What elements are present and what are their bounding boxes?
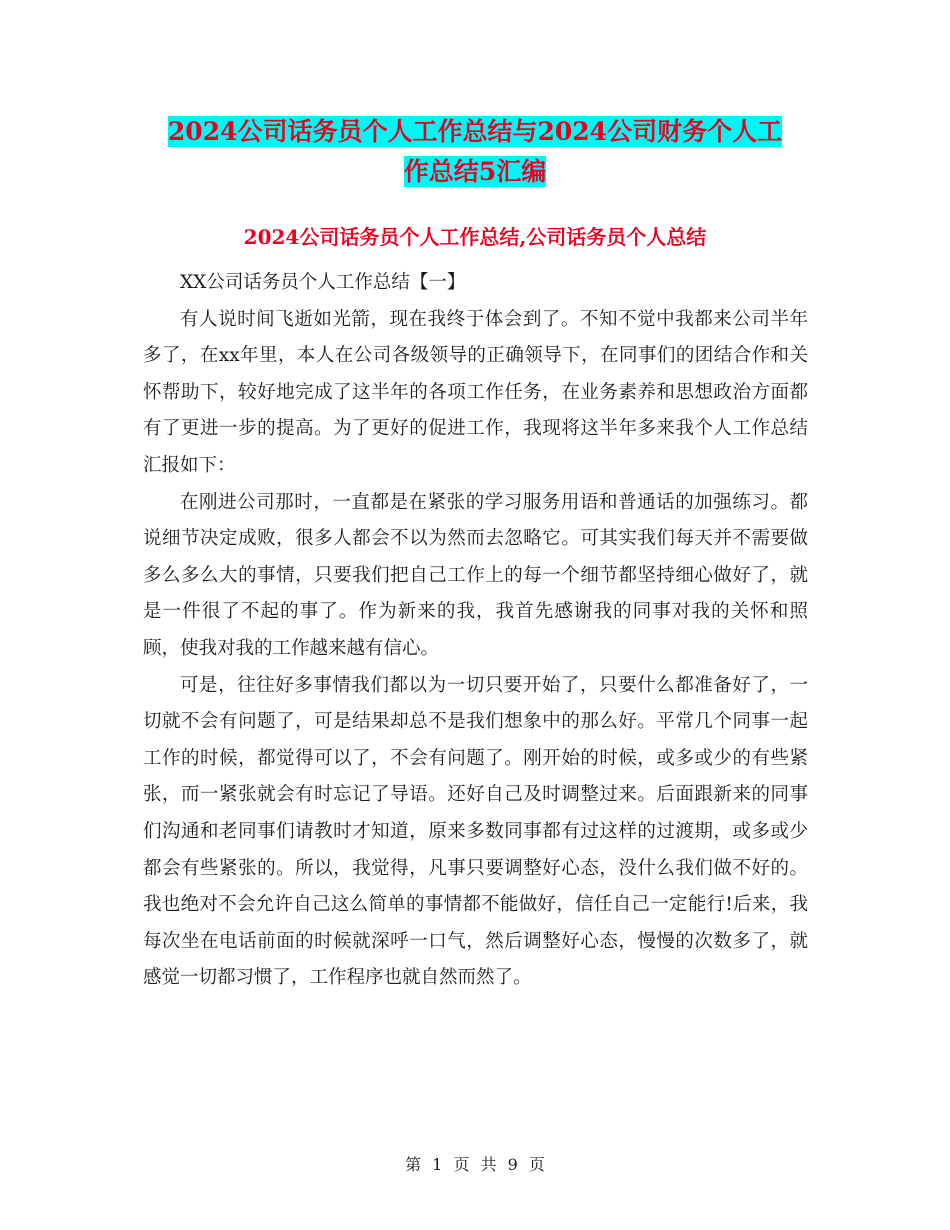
paragraph-2: 在刚进公司那时，一直都是在紧张的学习服务用语和普通话的加强练习。都说细节决定成败，很多人都会不以为然而去忽略它。可其实我们每天并不需要做多么多么大的事情，只要我们把自己工作上的每一个细节都坚持细心做好了，就是一件很了不起的事了。作为新来的我，我首先感谢我的同事对我的关怀和照顾，使我对我的工作越来越有信心。 <box>143 491 808 659</box>
paragraph-1: 有人说时间飞逝如光箭，现在我终于体会到了。不知不觉中我都来公司半年多了，在xx年里，本人在公司各级领导的正确领导下，在同事们的团结合作和关怀帮助下，较好地完成了这半年的各项工作任务，在业务素养和思想政治方面都有了更进一步的提高。为了更好的促进工作，我现将这半年多来我个人工作总结汇报如下： <box>143 308 808 476</box>
title-line-1: 2024公司话务员个人工作总结与2024公司财务个人工 <box>167 117 783 146</box>
document-title <box>140 112 810 192</box>
document-body <box>143 265 808 997</box>
page-number-footer: 第 1 页 共 9 页 <box>405 1155 545 1174</box>
section-heading: XX公司话务员个人工作总结【一】 <box>180 272 466 293</box>
paragraph-3: 可是，往往好多事情我们都以为一切只要开始了，只要什么都准备好了，一切就不会有问题了，可是结果却总不是我们想象中的那么好。平常几个同事一起工作的时候，都觉得可以了，不会有问题了。刚开始的时候，或多或少的有些紧张，而一紧张就会有时忘记了导语。还好自己及时调整过来。后面跟新来的同事们沟通和老同事们请教时才知道，原来多数同事都有过这样的过渡期，或多或少都会有些紧张的。所以，我觉得，凡事只要调整好心态，没什么我们做不好的。我也绝对不会允许自己这么简单的事情都不能做好，信任自己一定能行!后来，我每次坐在电话前面的时候就深呼一口气，然后调整好心态，慢慢的次数多了，就感觉一切都习惯了，工作程序也就自然而然了。 <box>143 674 808 989</box>
title-line-2: 作总结5汇编 <box>403 157 547 186</box>
document-subtitle: 2024公司话务员个人工作总结,公司话务员个人总结 <box>243 225 707 249</box>
